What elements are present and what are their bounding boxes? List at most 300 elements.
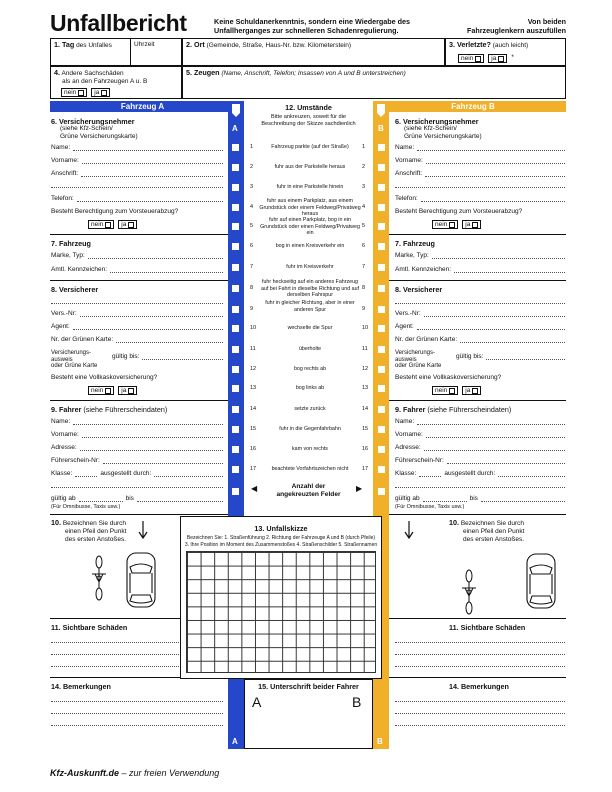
a-gruene-field[interactable] bbox=[51, 336, 223, 343]
label: Klasse: bbox=[395, 470, 417, 477]
label: Agent: bbox=[395, 323, 414, 330]
checkbox[interactable] bbox=[449, 388, 455, 394]
b-section-10 bbox=[449, 519, 524, 544]
b-section-14-title: 14. Bemerkungen bbox=[449, 682, 509, 691]
section-12-instructions bbox=[244, 114, 373, 128]
label: Führerschein-Nr: bbox=[51, 457, 100, 464]
circumstance-checkbox-a[interactable] bbox=[232, 306, 239, 313]
section-15-title: 15. Unterschrift beider Fahrer bbox=[258, 682, 359, 691]
circumstance-number-a: 1 bbox=[250, 144, 254, 150]
a-fahrer-klasse[interactable] bbox=[51, 470, 223, 477]
b-marke-field[interactable] bbox=[395, 252, 565, 259]
divider bbox=[50, 400, 228, 401]
circumstance-number-a: 12 bbox=[250, 366, 257, 372]
label: Telefon: bbox=[51, 195, 74, 202]
circumstance-number-b: 12 bbox=[362, 366, 369, 372]
label: gültig bis: bbox=[456, 353, 484, 360]
no-option[interactable] bbox=[88, 386, 114, 395]
arrow-down-icon bbox=[138, 521, 148, 541]
label: Adresse: bbox=[395, 444, 421, 451]
divider bbox=[50, 234, 228, 235]
yes-label: ja bbox=[465, 220, 471, 228]
section-9-title bbox=[51, 405, 167, 414]
section-6-title: 6. Versicherungsnehmer bbox=[51, 117, 135, 126]
b-versnr-field[interactable] bbox=[395, 310, 565, 317]
circumstance-number-a: 9 bbox=[250, 306, 254, 312]
section-7-title: 7. Fahrzeug bbox=[51, 239, 91, 248]
circumstance-checkbox-b[interactable] bbox=[378, 144, 385, 151]
no-option[interactable] bbox=[432, 386, 458, 395]
a-name-field[interactable] bbox=[51, 144, 223, 151]
yes-label: ja bbox=[94, 88, 100, 96]
other-damage-yes[interactable] bbox=[91, 88, 110, 97]
circumstance-checkbox-a[interactable] bbox=[232, 366, 239, 373]
star: * bbox=[511, 54, 514, 61]
checkbox[interactable] bbox=[472, 222, 478, 228]
circumstance-checkbox-b[interactable] bbox=[378, 466, 385, 473]
no-label: nein bbox=[435, 220, 448, 228]
circumstance-number-b: 14 bbox=[362, 406, 369, 412]
circumstance-number-a: 2 bbox=[250, 164, 254, 170]
circumstance-text: Fahrzeug parkte (auf der Straße) bbox=[271, 144, 349, 150]
b-telefon-field[interactable] bbox=[395, 195, 565, 202]
l2: einen Pfeil den Punkt bbox=[65, 528, 127, 535]
field-location[interactable] bbox=[182, 38, 445, 66]
a-vollkasko-yn bbox=[88, 386, 137, 395]
a-versnr-field[interactable] bbox=[51, 310, 223, 317]
va-1: Versicherungs- bbox=[395, 350, 436, 356]
a-gueltig-field[interactable] bbox=[112, 353, 223, 360]
a-agent-field[interactable] bbox=[51, 323, 223, 330]
circumstance-checkbox-a[interactable] bbox=[232, 164, 239, 171]
circumstance-text: beachtete Vorfahrtszeichen nicht bbox=[271, 466, 349, 472]
label: gültig bis: bbox=[112, 353, 140, 360]
yes-label: ja bbox=[491, 54, 497, 62]
line bbox=[51, 713, 223, 714]
sub-2: Grüne Versicherungskarte) bbox=[404, 133, 482, 140]
signature-a-label: A bbox=[252, 694, 262, 710]
circumstance-number-b: 1 bbox=[362, 144, 366, 150]
checkbox[interactable] bbox=[105, 222, 111, 228]
a-section-11-title: 11. Sichtbare Schäden bbox=[51, 623, 128, 632]
circumstance-checkbox-b[interactable] bbox=[378, 204, 385, 211]
circumstance-number-b: 17 bbox=[362, 466, 369, 472]
other-damage-sublabel: als an den Fahrzeugen A u. B bbox=[62, 78, 148, 85]
circumstance-checkbox-a[interactable] bbox=[232, 426, 239, 433]
b-section-9-title bbox=[395, 405, 511, 414]
a-anschrift-field[interactable] bbox=[51, 170, 223, 177]
checkbox[interactable] bbox=[128, 388, 134, 394]
a-versausweis-label bbox=[51, 350, 97, 370]
circumstance-checkbox-b[interactable] bbox=[378, 223, 385, 230]
b-fahrer-vorname[interactable] bbox=[395, 431, 565, 438]
label: Vers.-Nr: bbox=[395, 310, 421, 317]
count-box-b[interactable] bbox=[378, 488, 385, 495]
i1: Bitte ankreuzen, soweit für die bbox=[271, 114, 346, 120]
label: Amtl. Kennzeichen: bbox=[395, 266, 452, 273]
circumstance-checkbox-b[interactable] bbox=[378, 366, 385, 373]
a-fahrer-vorname[interactable] bbox=[51, 431, 223, 438]
a-section-14-title: 14. Bemerkungen bbox=[51, 682, 111, 691]
circumstance-number-a: 3 bbox=[250, 184, 254, 190]
b-fahrer-name[interactable] bbox=[395, 418, 565, 425]
label: Marke, Typ: bbox=[51, 252, 85, 259]
sketch-grid[interactable] bbox=[186, 551, 376, 673]
a-vorsteuer-yn bbox=[88, 220, 137, 229]
vehicle-a-header: Fahrzeug A bbox=[50, 101, 235, 112]
circumstance-checkbox-b[interactable] bbox=[378, 426, 385, 433]
circumstance-number-b: 4 bbox=[362, 204, 366, 210]
circumstance-checkbox-a[interactable] bbox=[232, 184, 239, 191]
label: Name: bbox=[51, 418, 71, 425]
b-fahrer-gueltig[interactable] bbox=[395, 495, 565, 502]
circumstance-checkbox-a[interactable] bbox=[232, 243, 239, 250]
circumstance-number-a: 14 bbox=[250, 406, 257, 412]
circumstance-text: fuhr in gleicher Richtung, aber in einer anderen Spur bbox=[265, 300, 355, 313]
b-fahrer-fnr[interactable] bbox=[395, 457, 565, 464]
b-gruene-field[interactable] bbox=[395, 336, 565, 343]
no-label: nein bbox=[64, 88, 77, 96]
circumstance-number-b: 2 bbox=[362, 164, 366, 170]
car-icon[interactable] bbox=[124, 551, 158, 609]
divider bbox=[389, 234, 566, 235]
footer-text: – zur freien Verwendung bbox=[119, 768, 220, 778]
circumstance-checkbox-a[interactable] bbox=[232, 264, 239, 271]
circumstance-checkbox-a[interactable] bbox=[232, 446, 239, 453]
circumstance-text: fuhr aus einem Parkplatz, aus einem Grundstück oder einem Feldweg/Privatweg heraus bbox=[259, 198, 361, 217]
witnesses-label: 5. Zeugen bbox=[186, 68, 220, 77]
label: Name: bbox=[395, 418, 415, 425]
a-vorname-field[interactable] bbox=[51, 157, 223, 164]
circumstance-number-a: 17 bbox=[250, 466, 257, 472]
line bbox=[395, 487, 565, 488]
yes-option[interactable] bbox=[462, 386, 481, 395]
yes-option[interactable] bbox=[462, 220, 481, 229]
col-a-letter: A bbox=[232, 124, 238, 133]
circumstance-number-a: 15 bbox=[250, 426, 257, 432]
b-fahrer-klasse[interactable] bbox=[395, 470, 565, 477]
col-b-letter: B bbox=[378, 124, 384, 133]
no-label: nein bbox=[91, 220, 104, 228]
va-3: oder Grüne Karte bbox=[395, 363, 442, 369]
b-versausweis-label bbox=[395, 350, 441, 370]
va-1: Versicherungs- bbox=[51, 350, 92, 356]
label: Nr. der Grünen Karte: bbox=[395, 336, 458, 343]
yes-option[interactable] bbox=[118, 220, 137, 229]
a-section-10 bbox=[51, 519, 126, 544]
label: Vorname: bbox=[395, 431, 423, 438]
circumstance-checkbox-a[interactable] bbox=[232, 285, 239, 292]
col-b-letter-bottom: B bbox=[377, 737, 383, 746]
no-label: nein bbox=[435, 386, 448, 394]
other-damage-no[interactable] bbox=[61, 88, 87, 97]
issued-label: ausgestellt durch: bbox=[100, 470, 152, 477]
signature-a-field[interactable] bbox=[250, 714, 305, 744]
label: Adresse: bbox=[51, 444, 77, 451]
b-name-field[interactable] bbox=[395, 144, 565, 151]
circumstance-text: fuhr in eine Parkstelle hinein bbox=[276, 184, 344, 190]
b-section-11-title: 11. Sichtbare Schäden bbox=[449, 623, 526, 632]
count-label bbox=[244, 483, 373, 499]
circumstance-checkbox-b[interactable] bbox=[378, 446, 385, 453]
circumstance-number-a: 6 bbox=[250, 243, 254, 249]
injured-sublabel: (auch leicht) bbox=[492, 42, 529, 49]
time-label: Uhrzeit bbox=[134, 41, 155, 48]
label: Führerschein-Nr: bbox=[395, 457, 444, 464]
b-omni-note: (Für Omnibusse, Taxis usw.) bbox=[395, 504, 465, 510]
right-line-1: Von beiden bbox=[527, 17, 566, 26]
circumstance-checkbox-b[interactable] bbox=[378, 325, 385, 332]
checkbox[interactable] bbox=[128, 222, 134, 228]
circumstance-text: fuhr in die Gegenfahrbahn bbox=[279, 426, 341, 432]
a-fahrer-name[interactable] bbox=[51, 418, 223, 425]
header-right bbox=[467, 17, 566, 35]
witnesses-sublabel: (Name, Anschrift, Telefon; Insassen von A und B unterstreichen) bbox=[221, 70, 406, 77]
va-3: oder Grüne Karte bbox=[51, 363, 98, 369]
other-damage-num: 4. bbox=[54, 68, 60, 77]
circumstance-text: fuhr heckseitig auf ein anderes Fahrzeug auf bei Fahrt in dieselbe Richtung und auf derselben Fahrspur bbox=[260, 279, 360, 298]
injured-label: 3. Verletzte? bbox=[449, 40, 491, 49]
checkbox[interactable] bbox=[498, 56, 504, 62]
l1: Bezeichnen Sie durch bbox=[62, 520, 127, 527]
circumstance-checkbox-b[interactable] bbox=[378, 184, 385, 191]
injured-yn bbox=[458, 54, 514, 63]
label: Klasse: bbox=[51, 470, 73, 477]
other-damage-label: Andere Sachschäden bbox=[61, 70, 124, 77]
circumstance-text: wechselte die Spur bbox=[287, 325, 333, 331]
footer bbox=[50, 768, 219, 778]
va-2: ausweis bbox=[51, 356, 73, 363]
label: Marke, Typ: bbox=[395, 252, 429, 259]
signature-b-field[interactable] bbox=[312, 714, 367, 744]
label: Vorname: bbox=[51, 431, 79, 438]
label: Name: bbox=[51, 144, 71, 151]
a-fahrer-line bbox=[51, 487, 223, 488]
label: Anschrift: bbox=[51, 170, 79, 177]
b-section-7-title: 7. Fahrzeug bbox=[395, 239, 435, 248]
issued-label: ausgestellt durch: bbox=[444, 470, 496, 477]
num: 10. bbox=[51, 518, 61, 527]
footer-site[interactable]: Kfz-Auskunft.de bbox=[50, 768, 119, 778]
divider bbox=[389, 400, 566, 401]
line bbox=[395, 642, 565, 643]
a-kennz-field[interactable] bbox=[51, 266, 223, 273]
line bbox=[395, 725, 565, 726]
circumstance-checkbox-a[interactable] bbox=[232, 204, 239, 211]
car-icon[interactable] bbox=[524, 552, 558, 610]
circumstance-number-b: 13 bbox=[362, 385, 369, 391]
label: Amtl. Kennzeichen: bbox=[51, 266, 108, 273]
circumstance-checkbox-b[interactable] bbox=[378, 406, 385, 413]
field-time[interactable] bbox=[130, 38, 182, 66]
circumstance-number-b: 15 bbox=[362, 426, 369, 432]
left-arrow-icon: ◀ bbox=[251, 484, 258, 493]
arrow-down-b-icon bbox=[370, 101, 400, 131]
circumstance-text: kam von rechts bbox=[292, 446, 328, 452]
circumstance-checkbox-b[interactable] bbox=[378, 306, 385, 313]
a-anschrift-line2 bbox=[51, 187, 223, 188]
sub-2: Grüne Versicherungskarte) bbox=[60, 133, 138, 140]
title: 9. Fahrer bbox=[51, 405, 82, 414]
line bbox=[51, 725, 223, 726]
circumstance-number-a: 4 bbox=[250, 204, 254, 210]
b-kennz-field[interactable] bbox=[395, 266, 565, 273]
circumstance-number-b: 8 bbox=[362, 285, 366, 291]
no-label: nein bbox=[461, 54, 474, 62]
section-6-sub bbox=[60, 125, 138, 141]
arrow-down-a-icon bbox=[216, 101, 246, 131]
circumstance-number-b: 3 bbox=[362, 184, 366, 190]
circumstance-checkbox-a[interactable] bbox=[232, 144, 239, 151]
signature-b-label: B bbox=[352, 694, 362, 710]
l2: 3. Ihre Position im Moment des Zusammenstoßes 4. Straßenschilder 5. Straßennamen bbox=[184, 541, 378, 548]
line bbox=[395, 701, 565, 702]
no-label: nein bbox=[91, 386, 104, 394]
subtitle-line-2: Unfallherganges zur schnelleren Schadenregulierung. bbox=[214, 26, 399, 35]
circumstance-text: setzte zurück bbox=[294, 406, 326, 412]
circumstance-number-b: 5 bbox=[362, 223, 366, 229]
section-12-title: 12. Umstände bbox=[285, 103, 332, 112]
col-a-letter-bottom: A bbox=[232, 737, 238, 746]
checkbox[interactable] bbox=[78, 90, 84, 96]
b-vollkasko-label: Besteht eine Vollkaskoversicherung? bbox=[395, 374, 502, 381]
a-fahrer-adresse[interactable] bbox=[51, 444, 223, 451]
circumstance-text: fuhr aus der Parkstelle heraus bbox=[274, 164, 346, 170]
b-vorsteuer-yn bbox=[432, 220, 481, 229]
injured-no[interactable] bbox=[458, 54, 484, 63]
i2: Beschreibung der Skizze sachdienlich bbox=[261, 120, 356, 127]
no-option[interactable] bbox=[432, 220, 458, 229]
no-option[interactable] bbox=[88, 220, 114, 229]
yes-option[interactable] bbox=[118, 386, 137, 395]
right-line-2: Fahrzeuglenkern auszufüllen bbox=[466, 26, 566, 35]
yes-label: ja bbox=[121, 220, 127, 228]
field-other-damage bbox=[50, 66, 182, 99]
circumstance-checkbox-a[interactable] bbox=[232, 466, 239, 473]
b-section-6-sub bbox=[404, 125, 482, 141]
l1: Bezeichnen Sie durch bbox=[460, 520, 525, 527]
line bbox=[395, 303, 565, 304]
field-witnesses[interactable] bbox=[182, 66, 566, 99]
count-1: Anzahl der bbox=[291, 483, 326, 490]
circumstance-number-a: 7 bbox=[250, 264, 254, 270]
line bbox=[395, 713, 565, 714]
count-box-a[interactable] bbox=[232, 488, 239, 495]
checkbox[interactable] bbox=[449, 222, 455, 228]
a-marke-field[interactable] bbox=[51, 252, 223, 259]
subtitle: (siehe Führerscheindaten) bbox=[83, 405, 168, 414]
circumstance-checkbox-b[interactable] bbox=[378, 285, 385, 292]
a-fahrer-fnr[interactable] bbox=[51, 457, 223, 464]
divider bbox=[50, 514, 228, 515]
label: Vorname: bbox=[51, 157, 79, 164]
yes-label: ja bbox=[121, 386, 127, 394]
circumstance-checkbox-b[interactable] bbox=[378, 243, 385, 250]
a-omni-note: (Für Omnibusse, Taxis usw.) bbox=[51, 504, 121, 510]
circumstance-text: überholte bbox=[298, 346, 322, 352]
circumstance-checkbox-a[interactable] bbox=[232, 346, 239, 353]
checkbox[interactable] bbox=[475, 56, 481, 62]
label: gültig ab bbox=[395, 495, 420, 502]
b-section-8-title: 8. Versicherer bbox=[395, 285, 443, 294]
circumstance-text: fuhr auf einen Parkplatz, bog in ein Grundstück oder einen Feldweg/Privatweg ein bbox=[260, 217, 360, 236]
b-section-6-title: 6. Versicherungsnehmer bbox=[395, 117, 479, 126]
b-agent-field[interactable] bbox=[395, 323, 565, 330]
label: Agent: bbox=[51, 323, 70, 330]
section-8-title: 8. Versicherer bbox=[51, 285, 99, 294]
a-vorsteuer-label: Besteht Berechtigung zum Vorsteuerabzug? bbox=[51, 208, 179, 215]
l3: des ersten Anstoßes. bbox=[65, 536, 127, 543]
circumstance-checkbox-b[interactable] bbox=[378, 346, 385, 353]
b-vollkasko-yn bbox=[432, 386, 481, 395]
a-versicherer-line bbox=[51, 303, 223, 304]
circumstance-number-a: 5 bbox=[250, 223, 254, 229]
sub-1: (siehe Kfz-Schein/ bbox=[404, 125, 457, 132]
circumstance-number-b: 11 bbox=[362, 346, 368, 352]
label: Telefon: bbox=[395, 195, 418, 202]
circumstance-checkbox-b[interactable] bbox=[378, 164, 385, 171]
checkbox[interactable] bbox=[105, 388, 111, 394]
circumstance-number-b: 16 bbox=[362, 446, 369, 452]
title: 9. Fahrer bbox=[395, 405, 426, 414]
b-vorname-field[interactable] bbox=[395, 157, 565, 164]
circumstance-checkbox-a[interactable] bbox=[232, 385, 239, 392]
circumstance-checkbox-b[interactable] bbox=[378, 385, 385, 392]
circumstance-checkbox-b[interactable] bbox=[378, 264, 385, 271]
checkbox[interactable] bbox=[472, 388, 478, 394]
divider bbox=[389, 514, 566, 515]
other-damage-yn bbox=[61, 88, 110, 97]
circumstance-number-b: 6 bbox=[362, 243, 366, 249]
date-label: 1. Tag bbox=[54, 40, 75, 49]
motorcycle-icon[interactable] bbox=[458, 568, 480, 616]
location-label: 2. Ort bbox=[186, 40, 205, 49]
a-fahrer-gueltig[interactable] bbox=[51, 495, 223, 502]
injured-yes[interactable] bbox=[488, 54, 507, 63]
a-telefon-field[interactable] bbox=[51, 195, 223, 202]
circumstance-checkbox-a[interactable] bbox=[232, 223, 239, 230]
right-arrow-icon: ▶ bbox=[356, 484, 363, 493]
arrow-down-icon bbox=[404, 521, 414, 541]
count-2: angekreuzten Felder bbox=[276, 491, 341, 498]
until-label: bis bbox=[469, 495, 478, 502]
circumstance-number-b: 9 bbox=[362, 306, 366, 312]
circumstance-text: bog rechts ab bbox=[293, 366, 327, 372]
field-injured bbox=[445, 38, 566, 66]
line bbox=[395, 666, 565, 667]
b-fahrer-adresse[interactable] bbox=[395, 444, 565, 451]
circumstance-number-a: 11 bbox=[250, 346, 256, 352]
circumstance-checkbox-a[interactable] bbox=[232, 406, 239, 413]
vehicle-b-header: Fahrzeug B bbox=[380, 101, 566, 112]
location-sublabel: (Gemeinde, Straße, Haus-Nr. bzw. Kilometerstein) bbox=[206, 42, 352, 49]
divider bbox=[389, 280, 566, 281]
line bbox=[51, 701, 223, 702]
b-gueltig-field[interactable] bbox=[456, 353, 565, 360]
checkbox[interactable] bbox=[101, 90, 107, 96]
circumstance-text: bog links ab bbox=[295, 385, 325, 391]
circumstance-number-a: 16 bbox=[250, 446, 257, 452]
label: Name: bbox=[395, 144, 415, 151]
divider bbox=[389, 677, 566, 678]
circumstance-checkbox-a[interactable] bbox=[232, 325, 239, 332]
sub-1: (siehe Kfz-Schein/ bbox=[60, 125, 113, 132]
circumstance-text: fuhr im Kreisverkehr bbox=[286, 264, 334, 270]
b-anschrift-field[interactable] bbox=[395, 170, 565, 177]
motorcycle-icon[interactable] bbox=[88, 554, 110, 602]
header-subtitle bbox=[214, 17, 410, 35]
yes-label: ja bbox=[465, 386, 471, 394]
